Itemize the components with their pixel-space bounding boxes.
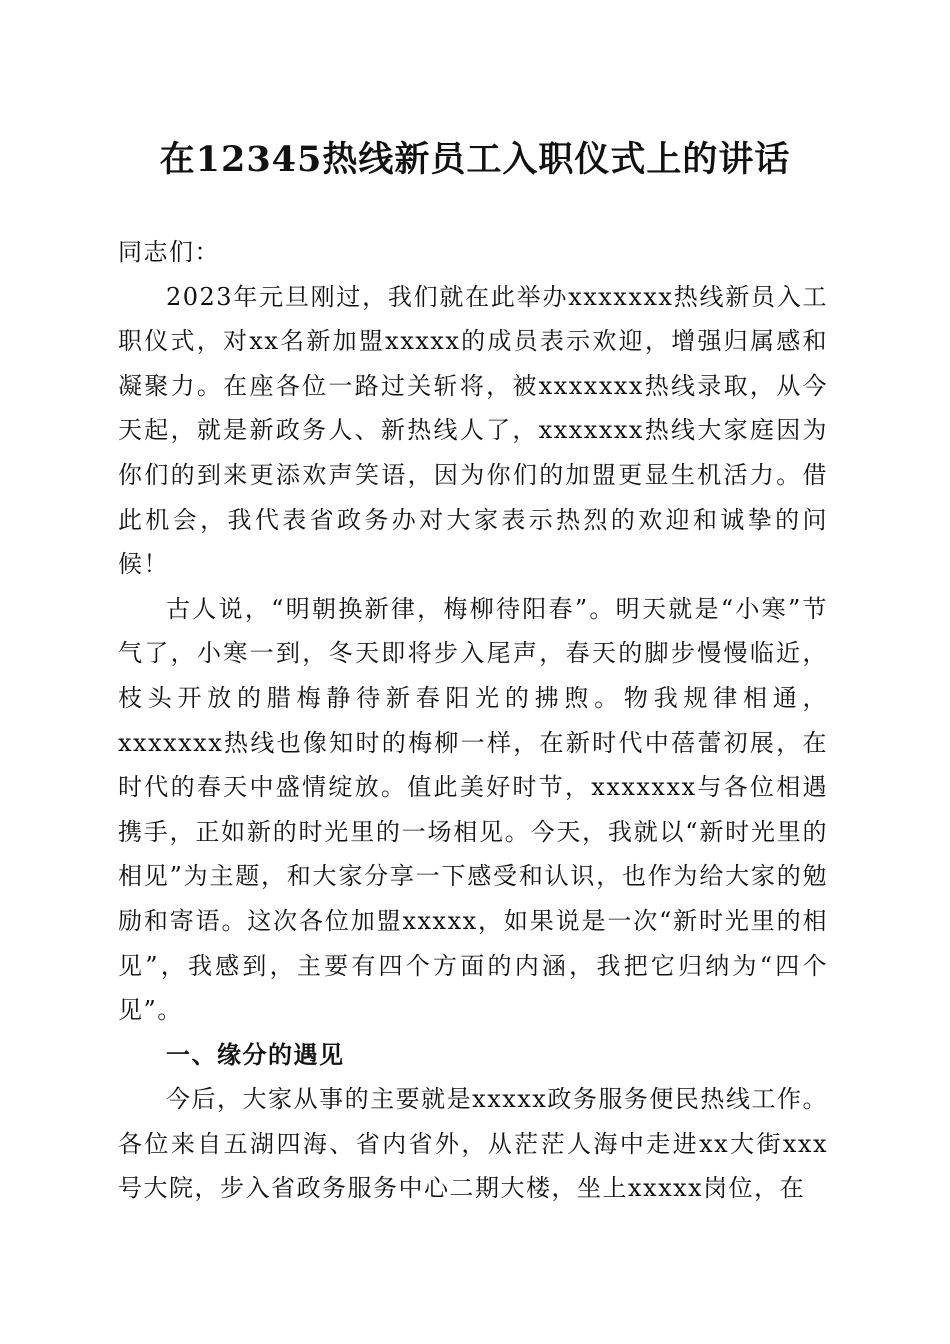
paragraph-theme: 古人说，“明朝换新律，梅柳待阳春”。明天就是“小寒”节气了，小寒一到，冬天即将步入尾声，春天的脚步慢慢临近，枝头开放的腊梅静待新春阳光的拂煦。物我规律相通，xxxxxxx热线也像知时的梅柳一样，在新时代中蓓蕾初展，在时代的春天中盛情绽放。值此美好时节，xxxxxxx与各位相遇携手，正如新的时光里的一场相见。今天，我就以“新时光里的相见”为主题，和大家分享一下感受和认识，也作为给大家的勉励和寄语。这次各位加盟xxxxx，如果说是一次“新时光里的相见”，我感到，主要有四个方面的内涵，我把它归纳为“四个见”。	[118, 594, 828, 1025]
document-title: 在12345热线新员工入职仪式上的讲话	[159, 139, 791, 180]
document-body	[118, 230, 828, 1211]
section-heading: 一、缘分的遇见	[166, 1040, 345, 1069]
paragraph-section-one: 今后，大家从事的主要就是xxxxx政务服务便民热线工作。各位来自五湖四海、省内省外，从茫茫人海中走进xx大街xxx号大院，步入省政务服务中心二期大楼，坐上xxxxx岗位，在	[118, 1085, 828, 1203]
paragraph-opening: 2023年元旦刚过，我们就在此举办xxxxxxx热线新员入工职仪式，对xx名新加盟xxxxx的成员表示欢迎，增强归属感和凝聚力。在座各位一路过关斩将，被xxxxxxx热线录取，从今天起，就是新政务人、新热线人了，xxxxxxx热线大家庭因为你们的到来更添欢声笑语，因为你们的加盟更显生机活力。借此机会，我代表省政务办对大家表示热烈的欢迎和诚挚的问候！	[118, 282, 828, 579]
salutation: 同志们：	[118, 238, 220, 266]
